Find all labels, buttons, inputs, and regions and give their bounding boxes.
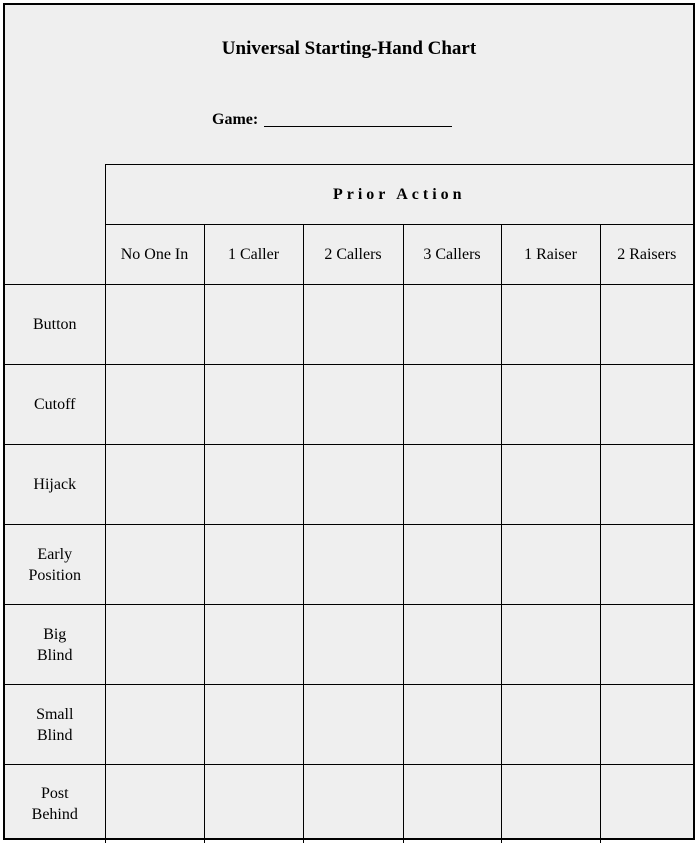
hand-entry-cell[interactable]	[204, 525, 303, 605]
chart-title: Universal Starting-Hand Chart	[221, 38, 477, 59]
hand-entry-cell[interactable]	[501, 445, 600, 525]
hand-entry-cell[interactable]	[501, 685, 600, 765]
game-label: Game:	[212, 111, 259, 128]
position-label-line2: Position	[28, 566, 81, 584]
hand-entry-cell[interactable]	[403, 685, 501, 765]
hand-entry-cell[interactable]	[600, 365, 693, 445]
hand-entry-cell[interactable]	[105, 365, 204, 445]
position-label-line1: Big	[43, 625, 67, 643]
column-header: 1 Caller	[204, 225, 303, 285]
table-row	[5, 365, 693, 445]
column-header: 1 Raiser	[501, 225, 600, 285]
hand-entry-cell[interactable]	[204, 445, 303, 525]
hand-entry-cell[interactable]	[600, 605, 693, 685]
position-label-line1: Button	[32, 316, 77, 333]
hand-entry-cell[interactable]	[204, 365, 303, 445]
table-row	[5, 525, 693, 605]
hand-entry-cell[interactable]	[501, 525, 600, 605]
hand-entry-cell[interactable]	[600, 685, 693, 765]
hand-entry-cell[interactable]	[303, 765, 403, 843]
hand-entry-cell[interactable]	[501, 285, 600, 365]
table-row	[5, 685, 693, 765]
hand-entry-cell[interactable]	[501, 365, 600, 445]
hand-entry-cell[interactable]	[303, 445, 403, 525]
position-label	[5, 445, 105, 525]
position-label	[5, 525, 105, 605]
chart-grid	[5, 164, 693, 843]
table-row	[5, 605, 693, 685]
hand-entry-cell[interactable]	[105, 445, 204, 525]
hand-entry-cell[interactable]	[105, 685, 204, 765]
hand-entry-cell[interactable]	[403, 525, 501, 605]
hand-entry-cell[interactable]	[204, 285, 303, 365]
position-label-line1: Early	[37, 545, 73, 563]
hand-entry-cell[interactable]	[303, 365, 403, 445]
column-header: 2 Callers	[303, 225, 403, 285]
hand-entry-cell[interactable]	[303, 685, 403, 765]
position-label-line1: Cutoff	[34, 396, 76, 413]
table-row	[5, 445, 693, 525]
hand-entry-cell[interactable]	[204, 605, 303, 685]
table-row	[5, 285, 693, 365]
corner-blank	[5, 165, 105, 225]
column-header: 2 Raisers	[600, 225, 693, 285]
position-label-line1: Small	[36, 705, 74, 723]
position-label-line2: Blind	[36, 646, 73, 664]
position-label	[5, 365, 105, 445]
position-label	[5, 685, 105, 765]
starting-hand-chart-sheet	[3, 3, 695, 840]
position-label-line1: Hijack	[33, 476, 77, 493]
hand-entry-cell[interactable]	[403, 445, 501, 525]
table-row	[5, 765, 693, 843]
hand-entry-cell[interactable]	[600, 445, 693, 525]
hand-entry-cell[interactable]	[403, 365, 501, 445]
position-label-line2: Blind	[36, 726, 73, 744]
hand-entry-cell[interactable]	[204, 685, 303, 765]
column-header: No One In	[105, 225, 204, 285]
hand-entry-cell[interactable]	[403, 765, 501, 843]
hand-entry-cell[interactable]	[303, 285, 403, 365]
position-label-line1: Post	[40, 784, 69, 802]
game-entry-line[interactable]	[264, 126, 452, 127]
hand-entry-cell[interactable]	[105, 285, 204, 365]
hand-entry-cell[interactable]	[600, 525, 693, 605]
hand-entry-cell[interactable]	[105, 765, 204, 843]
position-label	[5, 285, 105, 365]
hand-entry-cell[interactable]	[204, 765, 303, 843]
position-label-line2: Behind	[31, 805, 78, 823]
hand-entry-cell[interactable]	[105, 525, 204, 605]
hand-entry-cell[interactable]	[303, 525, 403, 605]
hand-entry-cell[interactable]	[403, 605, 501, 685]
corner-blank	[5, 225, 105, 285]
prior-action-header: Prior Action	[105, 165, 693, 225]
hand-entry-cell[interactable]	[501, 605, 600, 685]
hand-entry-cell[interactable]	[105, 605, 204, 685]
hand-entry-cell[interactable]	[403, 285, 501, 365]
position-label	[5, 765, 105, 843]
position-label	[5, 605, 105, 685]
hand-entry-cell[interactable]	[600, 285, 693, 365]
hand-entry-cell[interactable]	[303, 605, 403, 685]
column-header: 3 Callers	[403, 225, 501, 285]
hand-entry-cell[interactable]	[600, 765, 693, 843]
hand-entry-cell[interactable]	[501, 765, 600, 843]
